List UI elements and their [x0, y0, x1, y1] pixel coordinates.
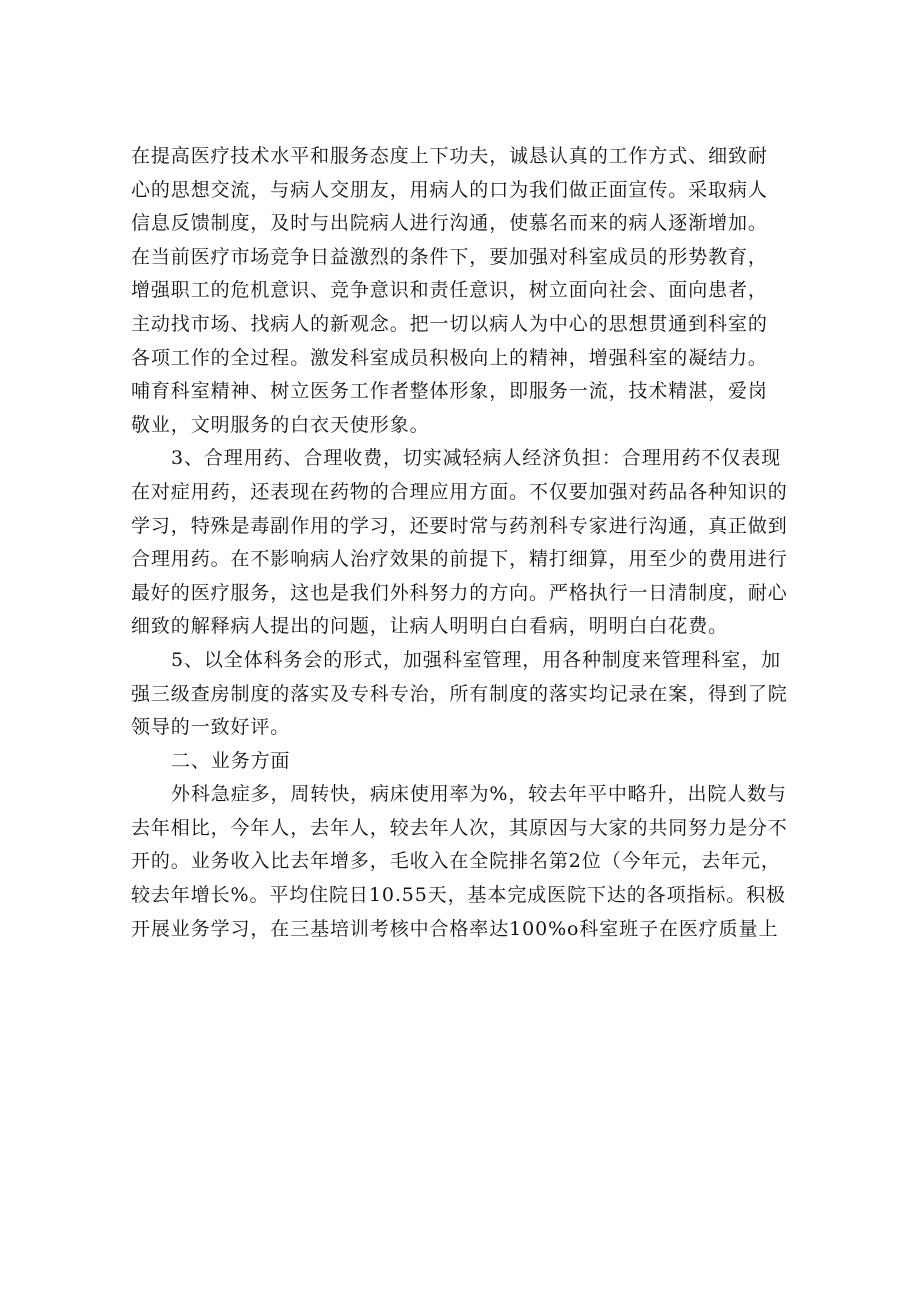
text-line: 较去年增长%。平均住院日10.55天，基本完成医院下达的各项指标。积极 [131, 884, 786, 907]
text-line: 开的。业务收入比去年增多，毛收入在全院排名第2位（今年元，去年元， [131, 850, 781, 873]
text-line: 学习，特殊是毒副作用的学习，还要时常与药剂科专家进行沟通，真正做到 [131, 514, 788, 537]
text-line: 去年相比，今年人，去年人，较去年人次，其原因与大家的共同努力是分不 [131, 816, 788, 839]
paragraph-start-line: 外科急症多，周转快，病床使用率为%，较去年平中略升，出院人数与 [171, 783, 787, 806]
paragraph-start-line: 5、以全体科务会的形式，加强科室管理，用各种制度来管理科室，加 [171, 648, 781, 671]
text-line: 哺育科室精神、树立医务工作者整体形象，即服务一流，技术精湛，爱岗 [131, 380, 768, 403]
section-heading: 二、业务方面 [171, 749, 291, 772]
text-line: 最好的医疗服务，这也是我们外科努力的方向。严格执行一日清制度，耐心 [131, 581, 788, 604]
text-line: 主动找市场、找病人的新观念。把一切以病人为中心的思想贯通到科室的 [131, 312, 768, 335]
text-line: 心的思想交流，与病人交朋友，用病人的口为我们做正面宣传。采取病人 [131, 178, 768, 201]
text-line: 在对症用药，还表现在药物的合理应用方面。不仅要加强对药品各种知识的 [131, 480, 788, 503]
text-line: 强三级查房制度的落实及专科专治，所有制度的落实均记录在案，得到了院 [131, 682, 788, 705]
text-line: 合理用药。在不影响病人治疗效果的前提下，精打细算，用至少的费用进行 [131, 548, 788, 571]
document-body [131, 140, 801, 946]
text-line: 增强职工的危机意识、竞争意识和责任意识，树立面向社会、面向患者， [131, 279, 768, 302]
paragraph-start-line: 3、合理用药、合理收费，切实减轻病人经济负担：合理用药不仅表现 [171, 447, 781, 470]
text-line: 开展业务学习，在三基培训考核中合格率达100%o科室班子在医疗质量上 [131, 917, 779, 940]
text-line: 信息反馈制度，及时与出院病人进行沟通，使慕名而来的病人逐渐增加。 [131, 212, 768, 235]
text-line: 在当前医疗市场竞争日益激烈的条件下，要加强对科室成员的形势教育， [131, 245, 768, 268]
text-line: 各项工作的全过程。激发科室成员积极向上的精神，增强科室的凝结力。 [131, 346, 768, 369]
text-line: 细致的解释病人提出的问题，让病人明明白白看病，明明白白花费。 [131, 615, 729, 638]
text-line: 在提高医疗技术水平和服务态度上下功夫，诚恳认真的工作方式、细致耐 [131, 145, 768, 167]
text-line: 领导的一致好评。 [131, 716, 291, 739]
text-line: 敬业，文明服务的白衣天使形象。 [131, 413, 430, 436]
